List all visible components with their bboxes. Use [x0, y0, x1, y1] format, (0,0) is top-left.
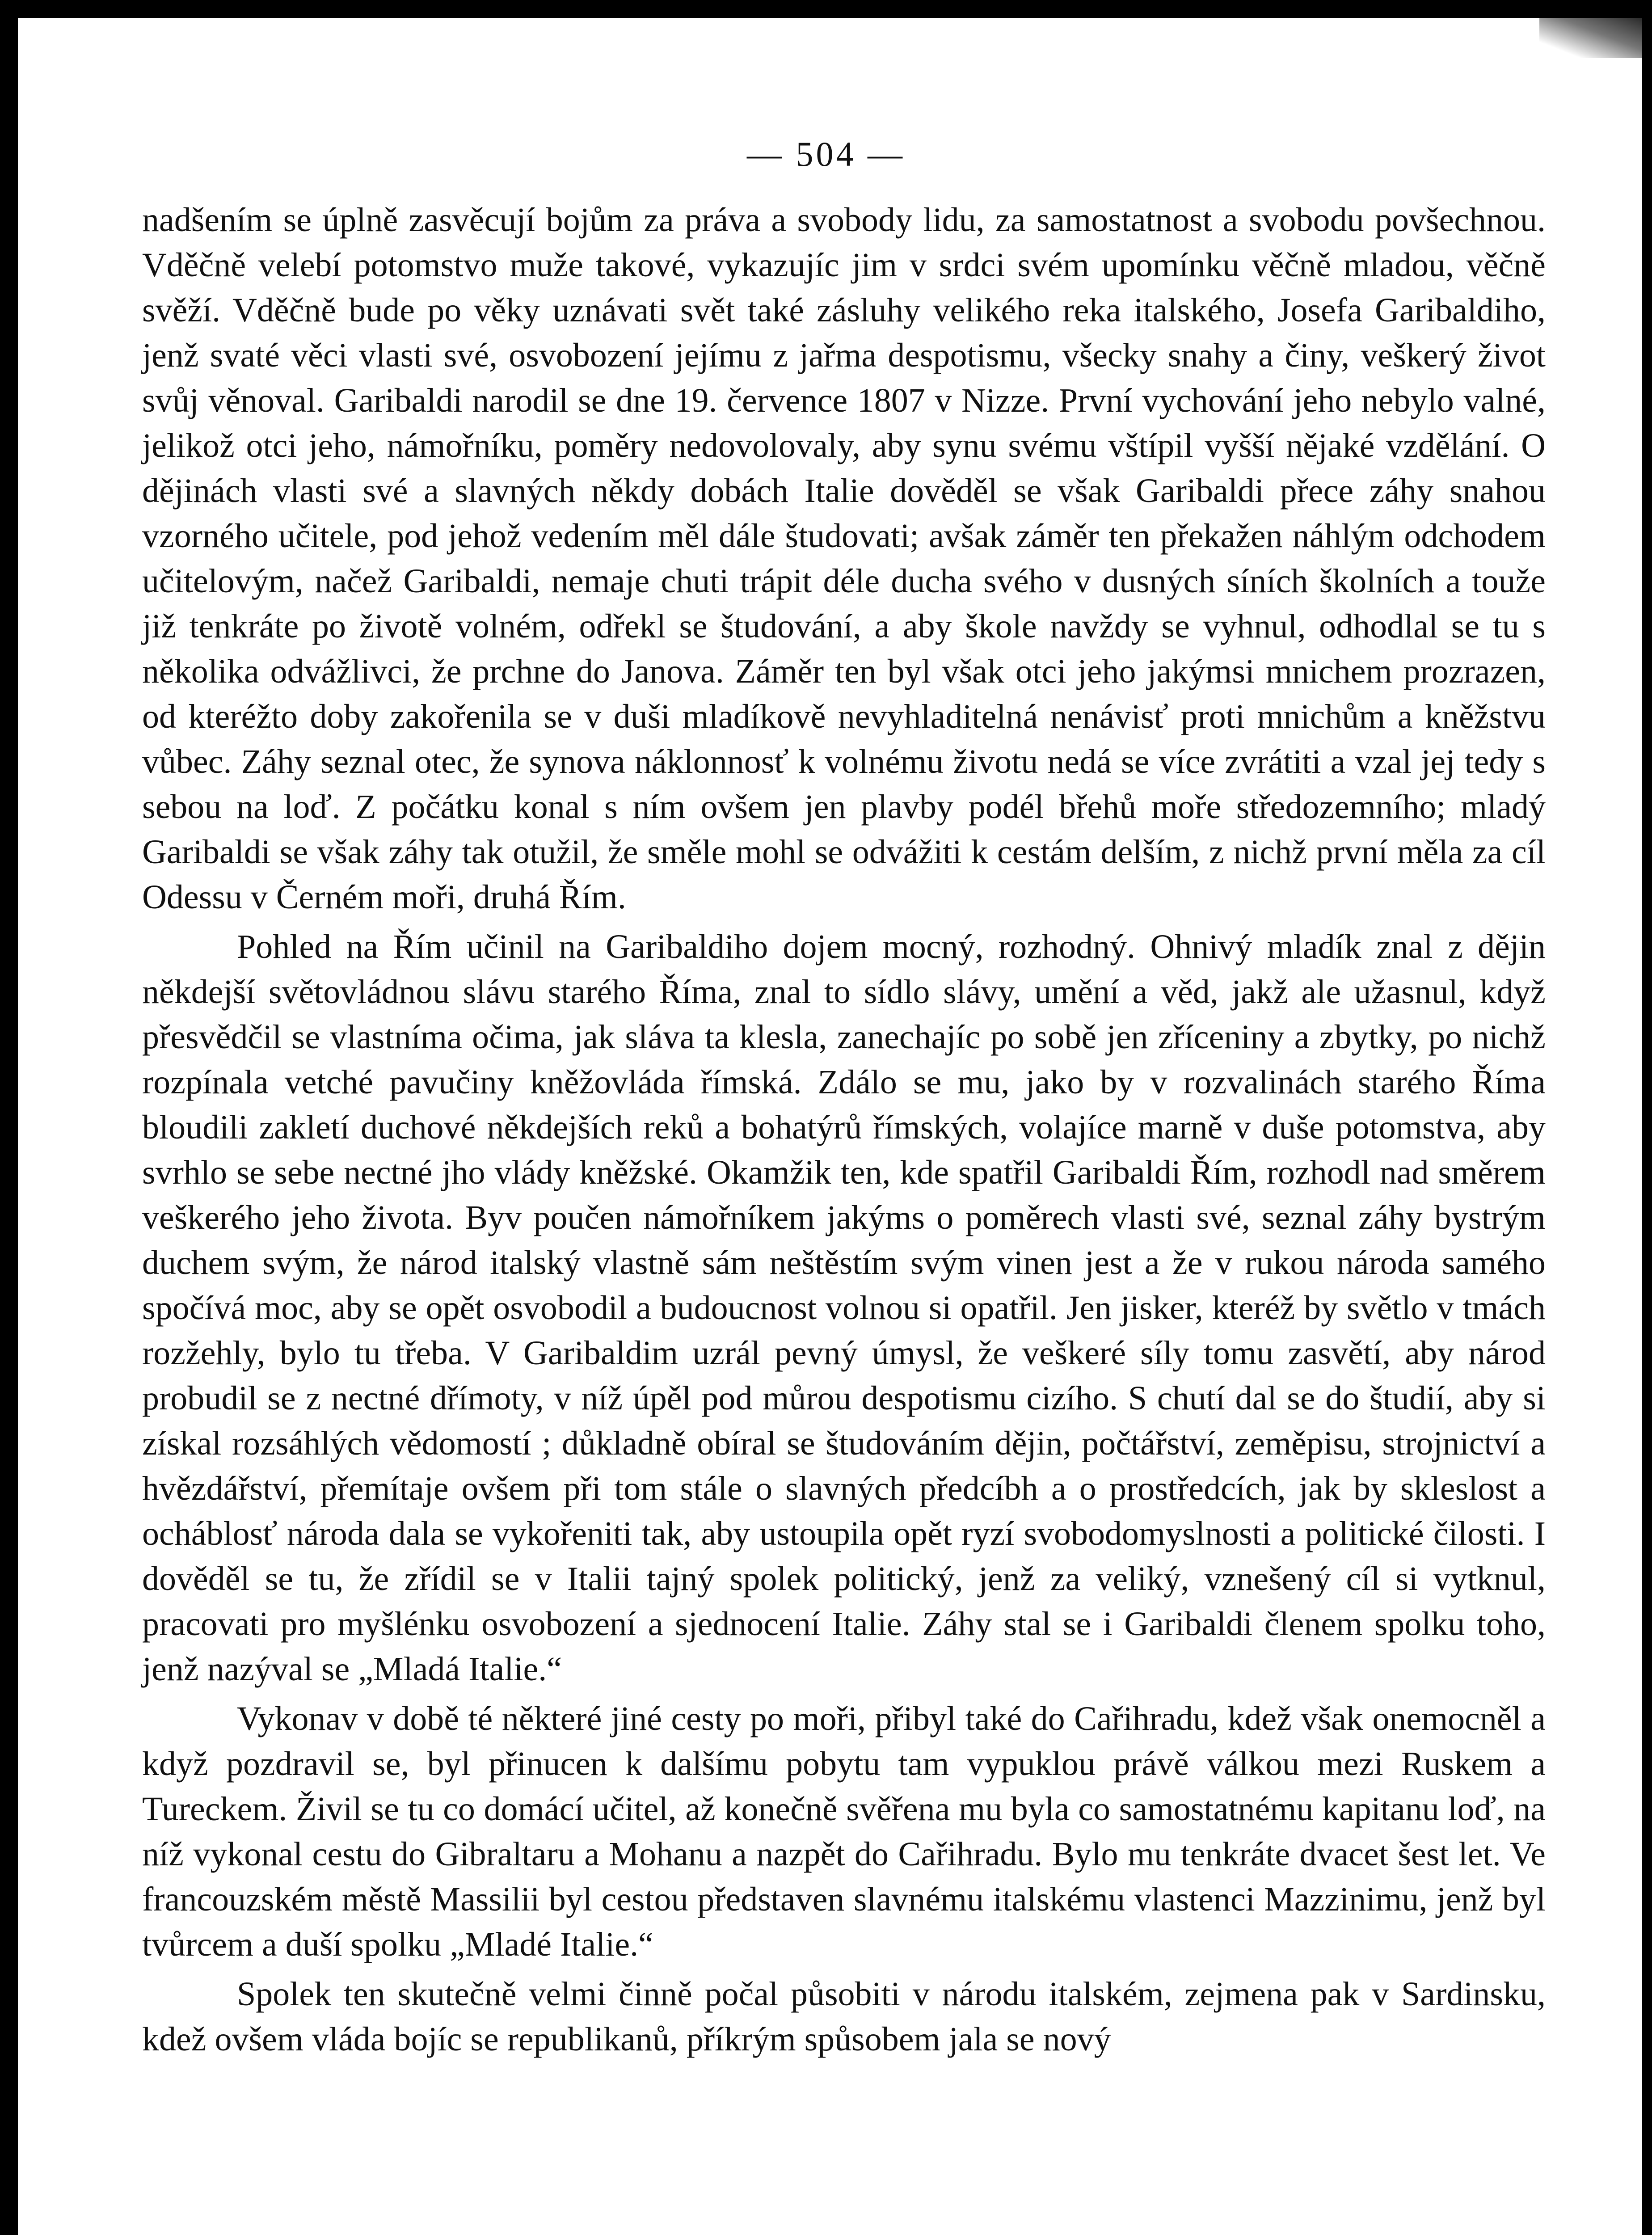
paragraph-3: Vykonav v době té některé jiné cesty po moři, přibyl také do Cařihradu, kdež však onemocněl a když pozdravil se, byl přinucen k dalšímu pobytu tam vypuklou právě válkou mezi Ruskem a Tureckem. Živil se tu co domácí učitel, až konečně svěřena mu byla co samostatnému kapitanu loď, na níž vykonal cestu do Gibraltaru a Mohanu a nazpět do Cařihradu. Bylo mu tenkráte dvacet šest let. Ve francouzském městě Massilii byl cestou představen slavnému italskému vlastenci Mazzinimu, jenž byl tvůrcem a duší spolku „Mladé Italie.“ — [142, 1700, 1546, 1963]
page-number: — 504 — — [747, 135, 905, 173]
scan-border-right — [1642, 0, 1652, 2235]
paragraph-4: Spolek ten skutečně velmi činně počal působiti v národu italském, zejmena pak v Sardinsku, kdež ovšem vláda bojíc se republikanů, příkrým spůsobem jala se nový — [142, 1975, 1546, 2058]
body-text — [142, 198, 1546, 2066]
scan-corner-shadow — [1539, 18, 1642, 58]
paragraph-2: Pohled na Řím učinil na Garibaldiho dojem mocný, rozhodný. Ohnivý mladík znal z dějin někdejší světovládnou slávu starého Říma, znal to sídlo slávy, umění a věd, jakž ale užasnul, když přesvědčil se vlastníma očima, jak sláva ta klesla, zanechajíc po sobě jen zříceniny a zbytky, po nichž rozpínala vetché pavučiny kněžovláda římská. Zdálo se mu, jako by v rozvalinách starého Říma bloudili zakletí duchové někdejších reků a bohatýrů římských, volajíce marně v duše potomstva, aby svrhlo se sebe nectné jho vlády kněžské. Okamžik ten, kde spatřil Garibaldi Řím, rozhodl nad směrem veškerého jeho života. Byv poučen námořníkem jakýms o poměrech vlasti své, seznal záhy bystrým duchem svým, že národ italský vlastně sám neštěstím svým vinen jest a že v rukou národa samého spočívá moc, aby se opět osvobodil a budoucnost volnou si opatřil. Jen jisker, kteréž by světlo v tmách rozžehly, bylo tu třeba. V Garibaldim uzrál pevný úmysl, že veškeré síly tomu zasvětí, aby národ probudil se z nectné dřímoty, v níž úpěl pod můrou despotismu cizího. S chutí dal se do študií, aby si získal rozsáhlých vědomostí ; důkladně obíral se študováním dějin, počtářství, zeměpisu, strojnictví a hvězdářství, přemítaje ovšem při tom stále o slavných předcíbh a o prostředcích, jak by skleslost a ocháblosť národa dala se vykořeniti tak, aby ustoupila opět ryzí svobodomyslnosti a politické čilosti. I dověděl se tu, že zřídil se v Italii tajný spolek politický, jenž za veliký, vznešený cíl si vytknul, pracovati pro myšlénku osvobození a sjednocení Italie. Záhy stal se i Garibaldi členem spolku toho, jenž nazýval se „Mladá Italie.“ — [142, 928, 1546, 1688]
scan-border-top — [0, 0, 1652, 18]
scan-border-left — [0, 0, 18, 2235]
paragraph-1: nadšením se úplně zasvěcují bojům za práva a svobody lidu, za samostatnost a svobodu povšechnou. Vděčně velebí potomstvo muže takové, vykazujíc jim v srdci svém upomínku věčně mladou, věčně svěží. Vděčně bude po věky uznávati svět také zásluhy velikého reka italského, Josefa Garibaldiho, jenž svaté věci vlasti své, osvobození jejímu z jařma despotismu, všecky snahy a činy, veškerý život svůj věnoval. Garibaldi narodil se dne 19. července 1807 v Nizze. První vychování jeho nebylo valné, jelikož otci jeho, námořníku, poměry nedovolovaly, aby synu svému vštípil vyšší nějaké vzdělání. O dějinách vlasti své a slavných někdy dobách Italie dověděl se však Garibaldi přece záhy snahou vzorného učitele, pod jehož vedením měl dále študovati; avšak záměr ten překažen náhlým odchodem učitelovým, načež Garibaldi, nemaje chuti trápit déle ducha svého v dusných síních školních a touže již tenkráte po životě volném, odřekl se študování, a aby škole navždy se vyhnul, odhodlal se tu s několika odvážlivci, že prchne do Janova. Záměr ten byl však otci jeho jakýmsi mnichem prozrazen, od kteréžto doby zakořenila se v duši mladíkově nevyhladitelná nenávisť proti mnichům a kněžstvu vůbec. Záhy seznal otec, že synova náklonnosť k volnému životu nedá se více zvrátiti a vzal jej tedy s sebou na loď. Z počátku konal s ním ovšem jen plavby podél břehů moře středozemního; mladý Garibaldi se však záhy tak otužil, že směle mohl se odvážiti k cestám delším, z nichž první měla za cíl Odessu v Černém moři, druhá Řím. — [142, 201, 1546, 916]
